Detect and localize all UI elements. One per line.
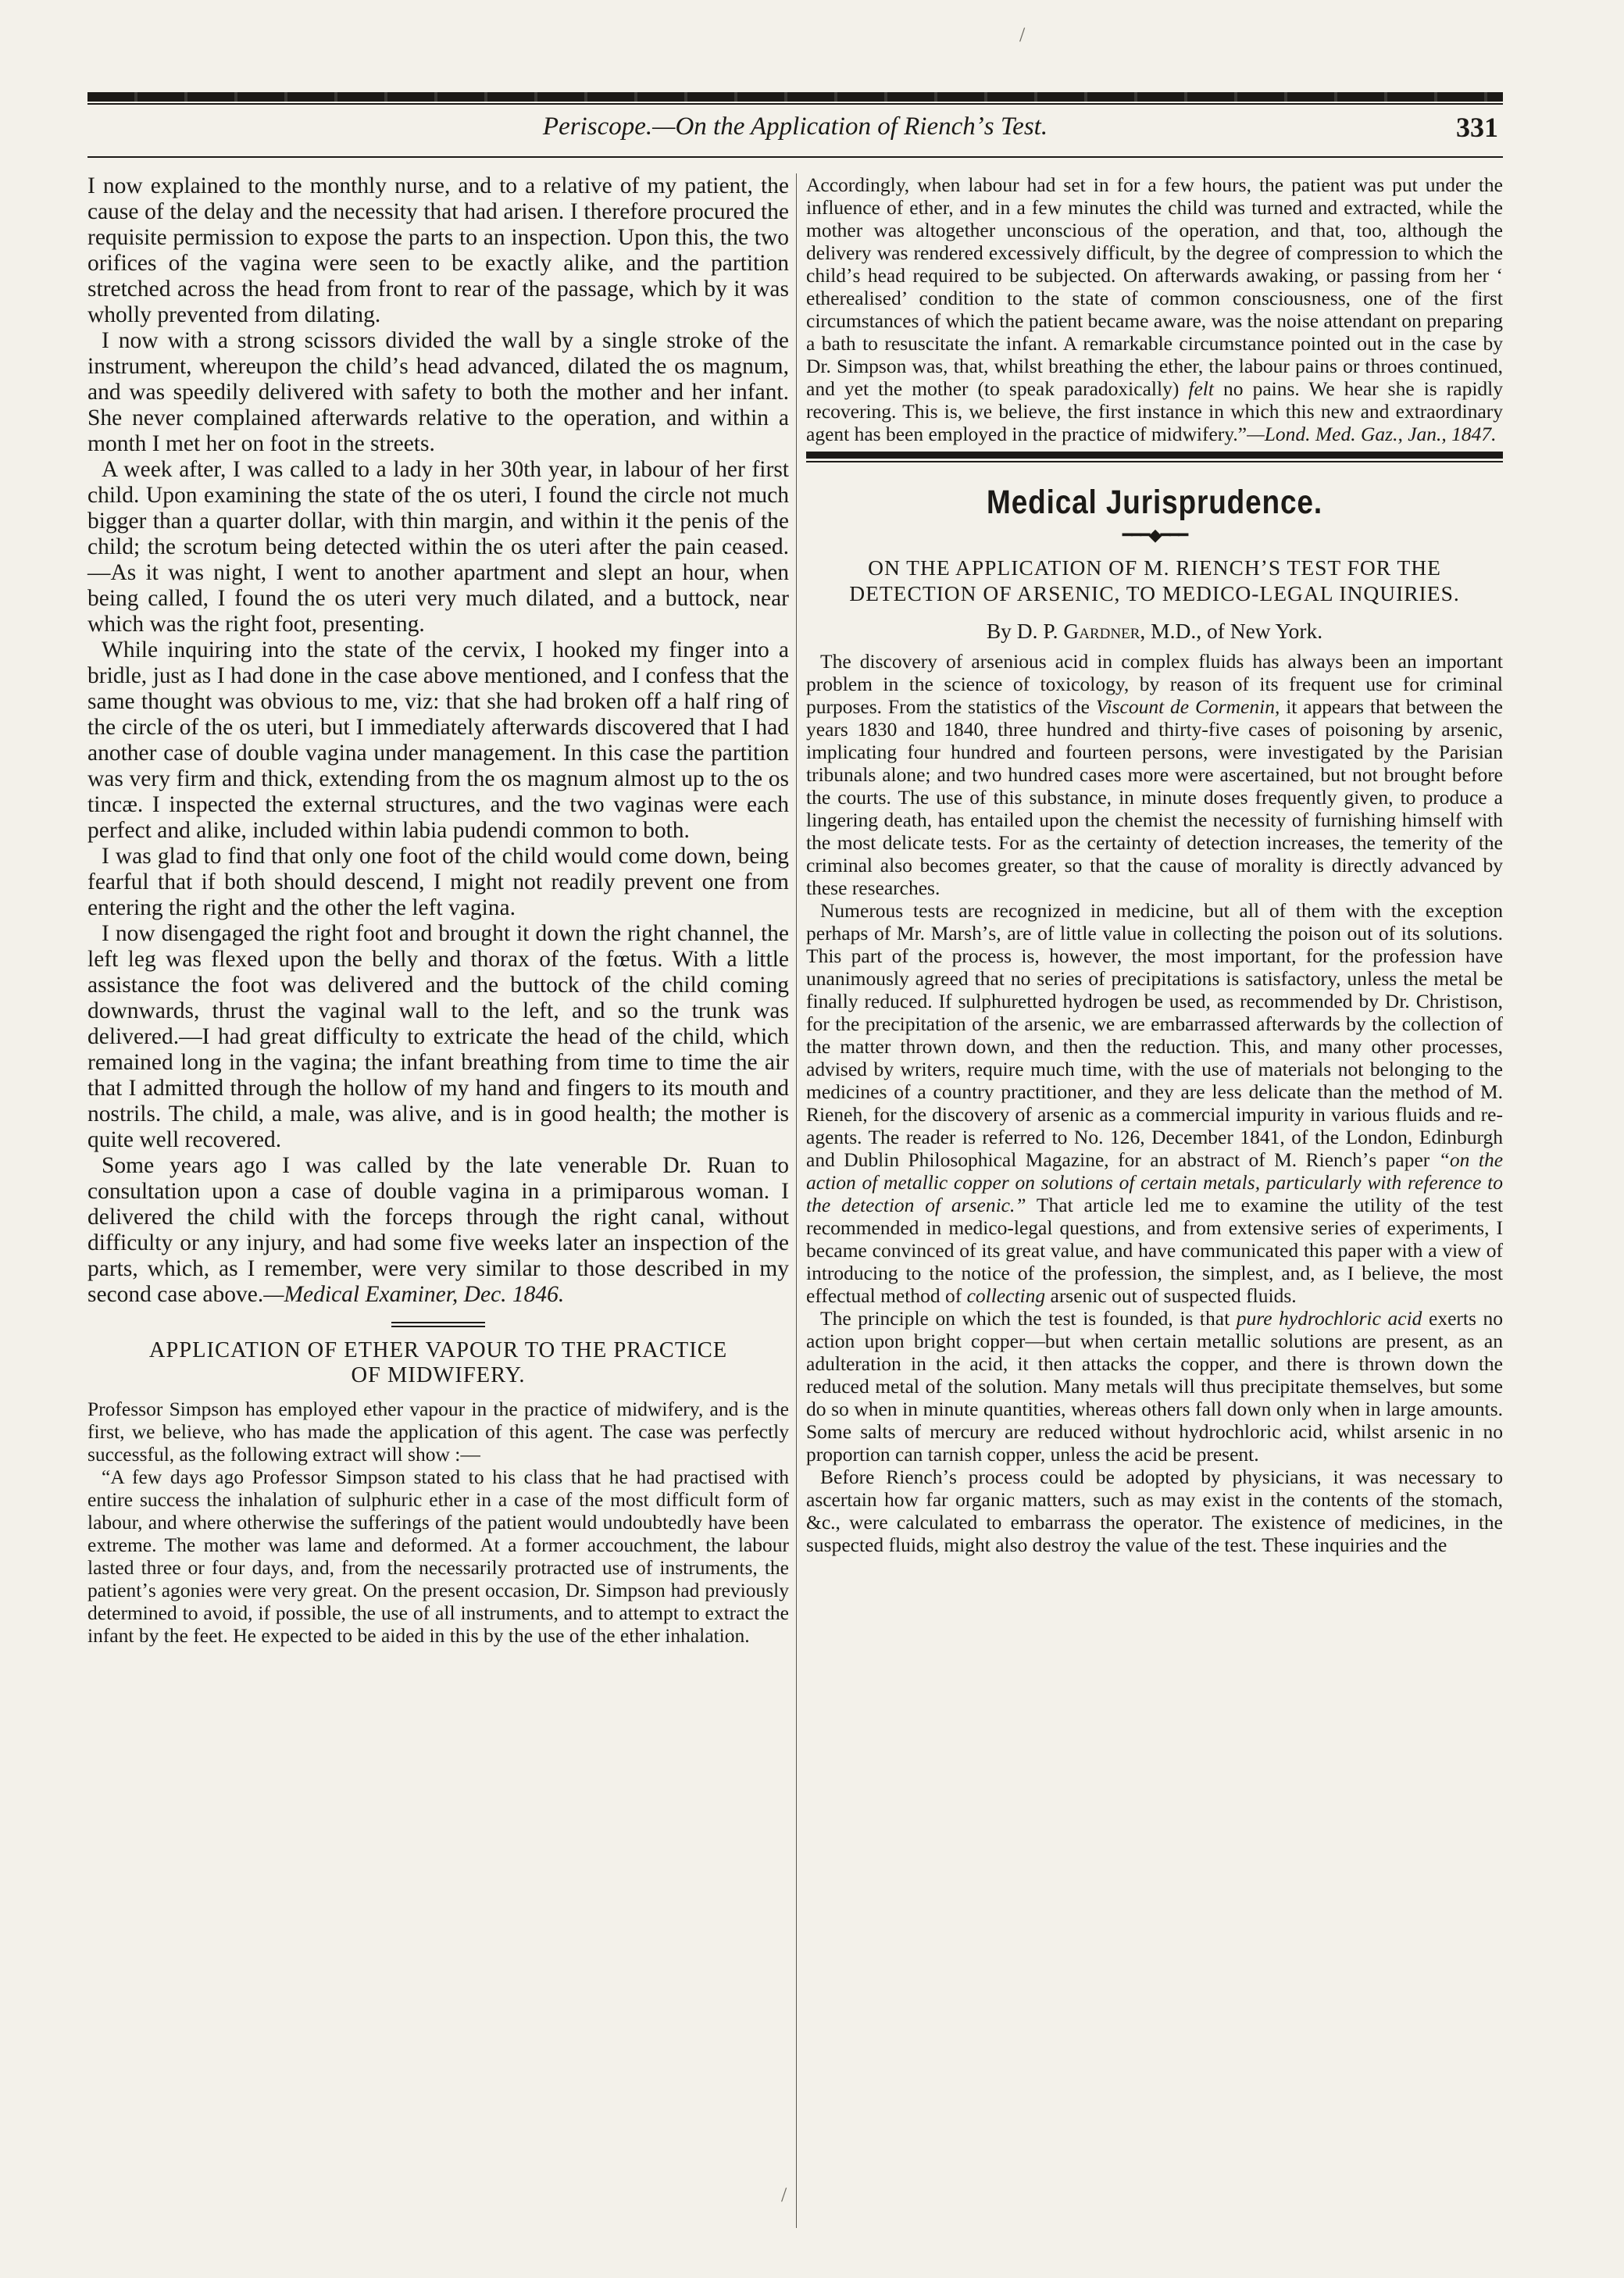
paragraph: I now explained to the monthly nurse, and to a relative of my patient, the cause of the delay and the necessity that had arisen. I therefore procured the requisite permission to expose the parts to an inspection. Upon this, the two orifices of the vagina were seen to be exactly alike, and the partition stretched across the head from front to rear of the passage, which by it was wholly prevented from dilating.	[87, 173, 789, 327]
paragraph-text: Accordingly, when labour had set in for a few hours, the patient was put under the influence of ether, and in a few minutes the child was turned and extracted, while the mother was altogether unconscious of the operation, and that, too, although the delivery was rendered excessively difficult, by the degree of compression to which the childʼs head required to be subjected. On afterwards awaking, or passing from her ‘ etherealised’ condition to the state of common consciousness, one of the first circumstances of which the patient became aware, was the noise attendant on preparing a bath to resuscitate the infant. A remarkable circumstance pointed out in the case by Dr. Simpson was, that, whilst breathing the ether, the labour pains or throes continued, and yet the mother (to speak paradoxically)	[806, 173, 1503, 400]
ether-section-title: APPLICATION OF ETHER VAPOUR TO THE PRACTICE OF MIDWIFERY.	[148, 1338, 728, 1387]
header-rule-thin	[87, 103, 1503, 105]
paragraph-text: exerts no action upon bright copper—but when certain metallic solutions are present, as an adulteration in the acid, it then attacks the copper, and there is thrown down the reduced metal of the solution. Many metals will thus precipitate themselves, but some do so when in minute quantities, whereas others fall down only when in large amounts. Some salts of mercury are reduced without hydrochloric acid, whilst arsenic in no proportion can tarnish copper, unless the acid be present.	[806, 1307, 1503, 1466]
banner-rule-thin	[806, 461, 1503, 462]
byline	[806, 619, 1503, 644]
paragraph-text: arsenic out of suspected fluids.	[1050, 1284, 1297, 1307]
paragraph: While inquiring into the state of the cervix, I hooked my finger into a bridle, just as I had done in the case above mentioned, and I confess that the same thought was obvious to me, viz: that she had broken off a half ring of the circle of the os uteri, but I immediately afterwards discovered that I had another case of double vagina under management. In this case the partition was very firm and thick, extending from the os magnum almost up to the os tincæ. I inspected the external structures, and the two vaginas were each perfect and alike, included within labia pudendi common to both.	[87, 637, 789, 843]
paragraph-text: no pains. We hear she is rapidly recovering. This is, we believe, the first instance in which this new and extraordinary agent has been employed in the practice of midwifery.”	[806, 377, 1504, 445]
paragraph-text: The principle on which the test is founded, is that	[820, 1307, 1230, 1330]
paragraph: I now disengaged the right foot and brought it down the right channel, the left leg was flexed upon the belly and thorax of the fœtus. With a little assistance the foot was delivered and the buttock of the child coming downwards, thrust the vaginal wall to the left, and so the trunk was delivered.—I had great difficulty to extricate the head of the child, which remained long in the vagina; the infant breathing from time to time the air that I admitted through the hollow of my hand and fingers to its mouth and nostrils. The child, a male, was alive, and is in good health; the mother is quite well recovered.	[87, 921, 789, 1152]
section-rule	[391, 1326, 485, 1327]
byline-suffix: , M.D., of New York.	[1140, 619, 1323, 643]
running-title: Periscope.—On the Application of Rienchʼs Test.	[542, 112, 1048, 141]
section-banner: Medical Jurisprudence.	[987, 484, 1322, 521]
author-name: Gardner	[1063, 619, 1140, 643]
header-rule-bottom	[87, 156, 1503, 158]
paragraph: A week after, I was called to a lady in her 30th year, in labour of her first child. Upon examining the state of the os uteri, I found the circle not much bigger than a quarter dollar, with thin margin, and within it the penis of the child; the scrotum being detected within the os uteri after the pain ceased.—As it was night, I went to another apartment and slept an hour, when being called, I found the os uteri very much dilated, and a buttock, near which was the right foot, presenting.	[87, 457, 789, 637]
banner-rule-thick	[806, 452, 1503, 459]
paragraph-text: The discovery of arsenious acid in complex fluids has always been an important problem in the science of toxicology, by reason of its frequent use for criminal purposes. From the statistics of the	[806, 650, 1503, 718]
paragraph-text: That article led me to examine the utility of the test recommended in medico-legal questions, and from extensive series of experiments, I became convinced of its great value, and have communicated this paper with a view of introducing to the notice of the profession, the simplest, and, as I believe, the most effectual method of	[806, 1194, 1503, 1307]
paragraph	[806, 650, 1503, 899]
right-column	[806, 173, 1503, 1556]
article-title: ON THE APPLICATION OF M. RIENCHʼS TEST FOR THE DETECTION OF ARSENIC, TO MEDICO-LEGAL INQUIRIES.	[849, 555, 1460, 605]
emphasis: “on the action of metallic copper on solutions of certain metals, particularly with reference to the detection of arsenic.”	[806, 1148, 1504, 1216]
margin-mark-top: /	[1019, 23, 1026, 46]
paragraph: Before Rienchʼs process could be adopted by physicians, it was necessary to ascertain how far organic matters, such as may exist in the contents of the stomach, &c., were calculated to embarrass the operator. The existence of medicines, in the suspected fluids, might also destroy the value of the test. These inquiries and the	[806, 1466, 1503, 1556]
paragraph	[806, 1307, 1503, 1466]
article-body	[806, 650, 1503, 1556]
paragraph: “A few days ago Professor Simpson stated to his class that he had practised with entire success the inhalation of sulphuric ether in a case of the most difficult form of labour, and where otherwise the sufferings of the patient would undoubtedly have been extreme. The mother was lame and deformed. At a former accouchment, the labour lasted three or four days, and, from the necessarily protracted use of instruments, the patientʼs agonies were very great. On the present occasion, Dr. Simpson had previously determined to avoid, if possible, the use of all instruments, and to attempt to extract the infant by the feet. He expected to be aided in this by the use of the ether inhalation.	[87, 1466, 789, 1647]
ether-continued	[806, 173, 1503, 445]
ether-section-body	[87, 1398, 789, 1647]
header-rule-thick	[87, 92, 1503, 102]
emphasis: felt	[1188, 377, 1214, 400]
section-rule	[391, 1322, 485, 1323]
emphasis: pure hydrochloric acid	[1236, 1307, 1422, 1330]
left-column	[87, 173, 789, 1647]
case-report-body	[87, 173, 789, 1308]
page-number: 331	[1456, 112, 1498, 143]
citation: —Lond. Med. Gaz., Jan., 1847.	[1247, 423, 1497, 445]
column-divider	[796, 173, 797, 2228]
paragraph: Professor Simpson has employed ether vapour in the practice of midwifery, and is the first, we believe, who has made the application of this agent. The case was perfectly successful, as the following extract will show :—	[87, 1398, 789, 1466]
emphasis: Viscount de Cormenin,	[1095, 695, 1280, 718]
paragraph-text: Numerous tests are recognized in medicine, but all of them with the exception perhaps of Mr. Marshʼs, are of little value in collecting the poison out of its solutions. This part of the process is, however, the most important, for the profession have unanimously agreed that no series of precipitations is satisfactory, unless the metal be finally reduced. If sulphuretted hydrogen be used, as recommended by Dr. Christison, for the precipitation of the arsenic, we are embarrassed afterwards by the collection of the matter thrown down, and then the reduction. This, and many other processes, advised by writers, require much time, with the use of materials not belonging to the medicines of a country practitioner, and they are less delicate than the method of M. Rieneh, for the discovery of arsenic as a commercial impurity in various fluids and re-agents. The reader is referred to No. 126, December 1841, of the London, Edinburgh and Dublin Philosophical Magazine, for an abstract of M. Rienchʼs paper	[806, 899, 1503, 1171]
paragraph-text: Some years ago I was called by the late venerable Dr. Ruan to consultation upon a case of double vagina in a primiparous woman. I delivered the child with the forceps through the right canal, without difficulty or any injury, and had some five weeks later an inspection of the parts, which, as I remember, were very similar to those described in my second case above.	[87, 1153, 789, 1307]
margin-mark-bottom: /	[781, 2183, 787, 2206]
running-head	[87, 109, 1503, 155]
paragraph-text: it appears that between the years 1830 and 1840, three hundred and thirty-five cases of poisoning by arsenic, implicating four hundred and fourteen persons, were investigated by the Parisian tribunals alone; and two hundred cases more were ascertained, but not brought before the courts. The use of this substance, in minute doses frequently given, to produce a lingering death, has entailed upon the chemist the necessity of furnishing himself with the most delicate tests. For as the certainty of detection increases, the temerity of the criminal also becomes greater, so that the cause of morality is directly advanced by these researches.	[806, 695, 1503, 899]
paragraph: I now with a strong scissors divided the wall by a single stroke of the instrument, whereupon the childʼs head advanced, dilated the os magnum, and was speedily delivered with safety to both the mother and her infant. She never complained afterwards relative to the operation, and within a month I met her on foot in the streets.	[87, 328, 789, 456]
byline-prefix: By D. P.	[986, 619, 1064, 643]
ornament-divider: ━━━◆━━━	[1122, 525, 1187, 545]
paragraph: I was glad to find that only one foot of the child would come down, being fearful that if both should descend, I might not readily prevent one from entering the right and the other the left vagina.	[87, 844, 789, 920]
citation: —Medical Examiner, Dec. 1846.	[263, 1282, 565, 1307]
emphasis: collecting	[966, 1284, 1046, 1307]
paragraph	[87, 1153, 789, 1308]
paragraph	[806, 899, 1503, 1307]
paragraph	[806, 173, 1503, 445]
